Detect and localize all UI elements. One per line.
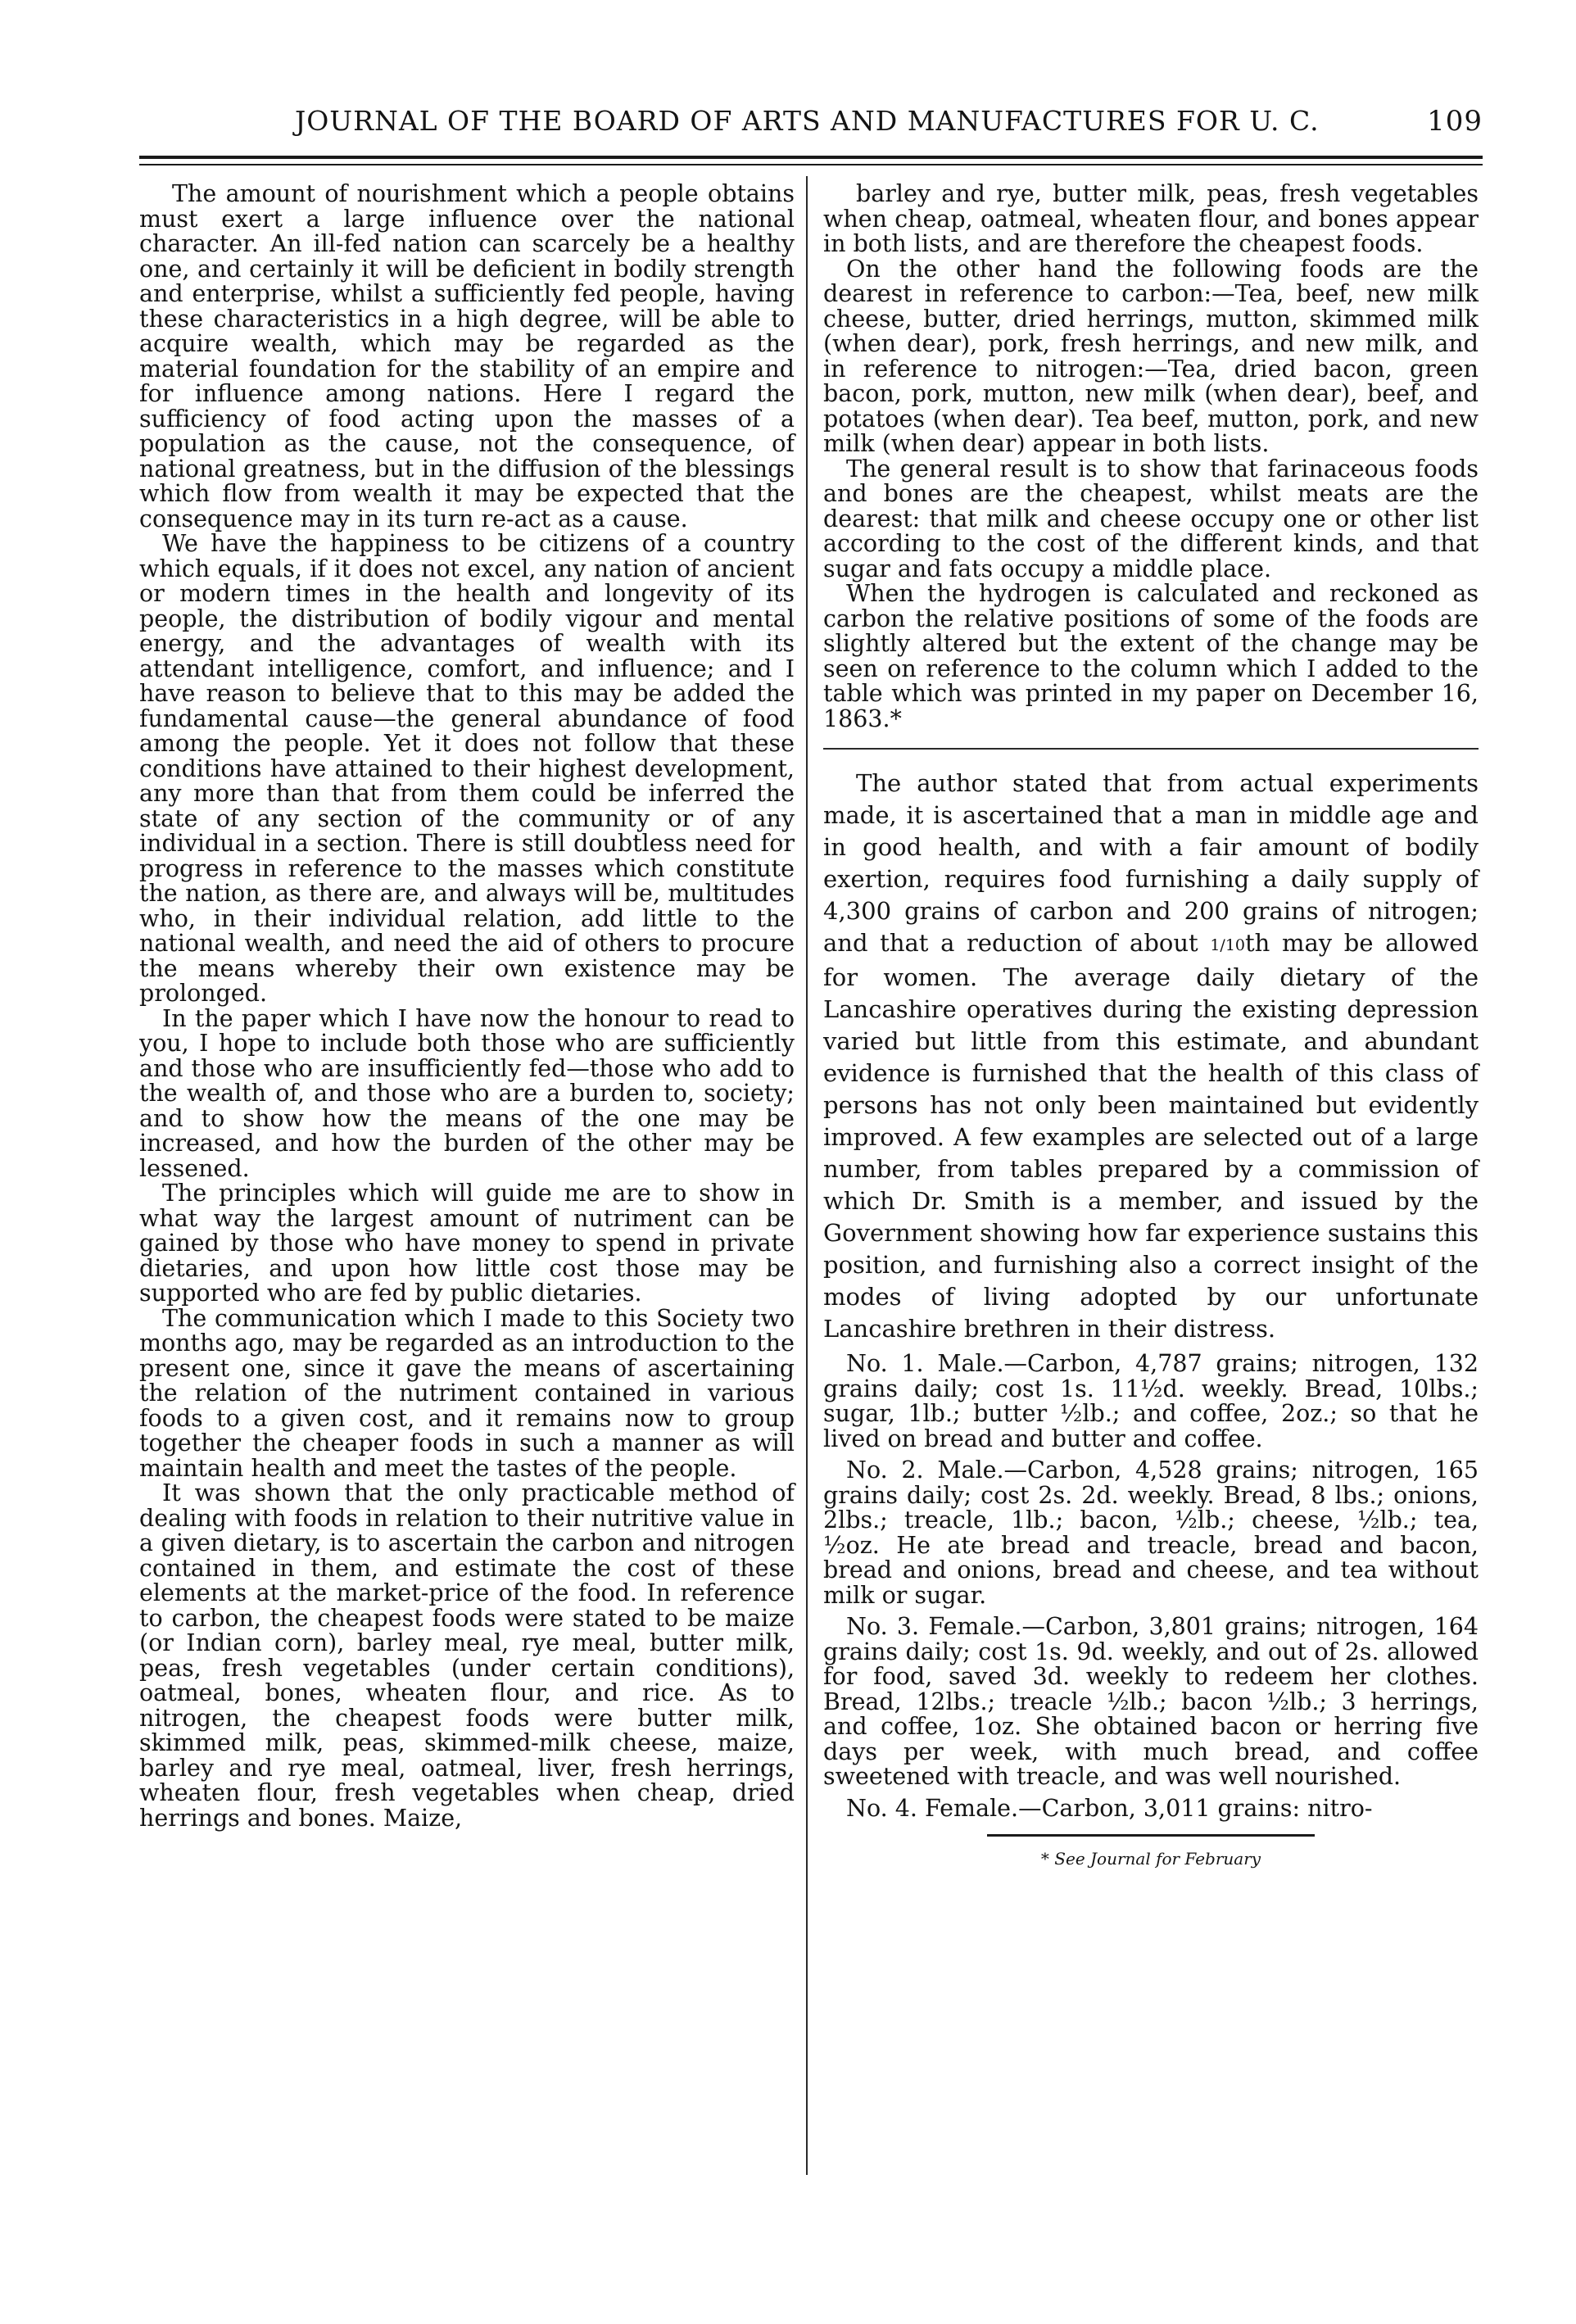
examples-list: [823, 1352, 1479, 1821]
paragraph: In the paper which I have now the honour to read to you, I hope to include both those who are sufficiently and those who are insufficiently fed—those who add to the wealth of, and those who are a burden to, society; and to show how the means of the one may be increased, and how the burden of the other may be lessened.: [139, 1004, 795, 1182]
example-item: No. 4. Female.—Carbon, 3,011 grains: nitro-: [846, 1794, 1373, 1822]
footnote-rule: [987, 1834, 1315, 1837]
fraction: 1/10: [1210, 936, 1246, 954]
header-rule-thick: [139, 156, 1483, 159]
footnote: * See Journal for February: [1040, 1849, 1261, 1869]
right-column: [823, 182, 1479, 1872]
example-item: No. 3. Female.—Carbon, 3,801 grains; nitrogen, 164 grains daily; cost 1s. 9d. weekly, and out of 2s. allowed for food, saved 3d. weekly to redeem her clothes. Bread, 12lbs.; treacle ½lb.; bacon ½lb.; 3 herrings, and coffee, 1oz. She obtained bacon or herring five days per week, with much bread, and coffee sweetened with treacle, and was well nourished.: [823, 1613, 1479, 1790]
author-section: [823, 768, 1479, 1345]
author-text-before: The author stated that from actual experiments made, it is ascertained that a man in middle age and in good health, and with a fair amount of bodily exertion, requires food furnishing a daily supply of 4,300 grains of carbon and 200 grains of nitrogen; and that a reduction of about: [823, 769, 1479, 957]
author-paragraph: [823, 768, 1479, 1345]
author-text-after: th may be allowed for women. The average daily dietary of the Lancashire operatives during the existing depression varied but little from this estimate, and abundant evidence is furnished that the health of this class of persons has not only been maintained but evidently improved. A few examples are selected out of a large number, from tables prepared by a commission of which Dr. Smith is a member, and issued by the Government showing how far experience sustains this position, and furnishing also a correct insight of the modes of living adopted by our unfortunate Lancashire brethren in their distress.: [823, 929, 1479, 1343]
example-item: No. 1. Male.—Carbon, 4,787 grains; nitrogen, 132 grains daily; cost 1s. 11½d. weekly. Bread, 10lbs.; sugar, 1lb.; butter ½lb.; and coffee, 2oz.; so that he lived on bread and butter and coffee.: [823, 1350, 1479, 1452]
paragraph: On the other hand the following foods are the dearest in reference to carbon:—Tea, beef, new milk cheese, butter, dried herrings, mutton, skimmed milk (when dear), pork, fresh herrings, and new milk, and in reference to nitrogen:—Tea, dried bacon, green bacon, pork, mutton, new milk (when dear), beef, and potatoes (when dear). Tea beef, mutton, pork, and new milk (when dear) appear in both lists.: [823, 255, 1479, 457]
paragraph: It was shown that the only practicable method of dealing with foods in relation to their nutritive value in a given dietary, is to ascertain the carbon and nitrogen contained in them, and estimate the cost of these elements at the market-price of the food. In reference to carbon, the cheapest foods were stated to be maize (or Indian corn), barley meal, rye meal, butter milk, peas, fresh vegetables (under certain conditions), oatmeal, bones, wheaten flour, and rice. As to nitrogen, the cheapest foods were butter milk, skimmed milk, peas, skimmed-milk cheese, maize, barley and rye meal, oatmeal, liver, fresh herrings, wheaten flour, fresh vegetables when cheap, dried herrings and bones. Maize,: [139, 1479, 795, 1832]
paragraph: The general result is to show that farinaceous foods and bones are the cheapest, whilst meats are the dearest: that milk and cheese occupy one or other list according to the cost of the different kinds, and that sugar and fats occupy a middle place.: [823, 455, 1479, 582]
paragraph: barley and rye, butter milk, peas, fresh vegetables when cheap, oatmeal, wheaten flour, and bones appear in both lists, and are therefore the cheapest foods.: [823, 180, 1479, 257]
example-item: No. 2. Male.—Carbon, 4,528 grains; nitrogen, 165 grains daily; cost 2s. 2d. weekly. Bread, 8 lbs.; onions, 2lbs.; treacle, 1lb.; bacon, ½lb.; cheese, ½lb.; tea, ½oz. He ate bread and treacle, bread and bacon, bread and onions, bread and cheese, and tea without milk or sugar.: [823, 1456, 1479, 1609]
header-rule-thin: [139, 164, 1483, 165]
column-divider: [806, 176, 808, 2175]
left-column: [139, 182, 795, 1831]
paragraph: When the hydrogen is calculated and reckoned as carbon the relative positions of some of the foods are slightly altered but the extent of the change may be seen on reference to the column which I added to the table which was printed in my paper on December 16, 1863.*: [823, 580, 1479, 732]
paragraph: The principles which will guide me are to show in what way the largest amount of nutriment can be gained by those who have money to spend in private dietaries, and upon how little cost those may be supported who are fed by public dietaries.: [139, 1180, 795, 1307]
page-number: 109: [1427, 105, 1483, 138]
paragraph: The communication which I made to this Society two months ago, may be regarded as an introduction to the present one, since it gave the means of ascertaining the relation of the nutriment contained in various foods to a given cost, and it remains now to group together the cheaper foods in such a manner as will maintain health and meet the tastes of the people.: [139, 1304, 795, 1482]
running-header: [139, 98, 1483, 147]
journal-title: JOURNAL OF THE BOARD OF ARTS AND MANUFACTURES FOR U. C.: [295, 105, 1320, 137]
section-divider: [823, 748, 1479, 750]
paragraph: The amount of nourishment which a people obtains must exert a large influence over the national character. An ill-fed nation can scarcely be a healthy one, and certainly it will be deficient in bodily strength and enterprise, whilst a sufficiently fed people, having these characteristics in a high degree, will be able to acquire wealth, which may be regarded as the material foundation for the stability of an empire and for influence among nations. Here I regard the sufficiency of food acting upon the masses of a population as the cause, not the consequence, of national greatness, but in the diffusion of the blessings which flow from wealth it may be expected that the consequence may in its turn re-act as a cause.: [139, 180, 795, 532]
paragraph: We have the happiness to be citizens of a country which equals, if it does not excel, any nation of ancient or modern times in the health and longevity of its people, the distribution of bodily vigour and mental energy, and the advantages of wealth with its attendant intelligence, comfort, and influence; and I have reason to believe that to this may be added the fundamental cause—the general abundance of food among the people. Yet it does not follow that these conditions have attained to their highest development, any more than that from them could be inferred the state of any section of the community or of any individual in a section. There is still doubtless need for progress in reference to the masses which constitute the nation, as there are, and always will be, multitudes who, in their individual relation, add little to the national wealth, and need the aid of others to procure the means whereby their own existence may be prolonged.: [139, 530, 795, 1007]
